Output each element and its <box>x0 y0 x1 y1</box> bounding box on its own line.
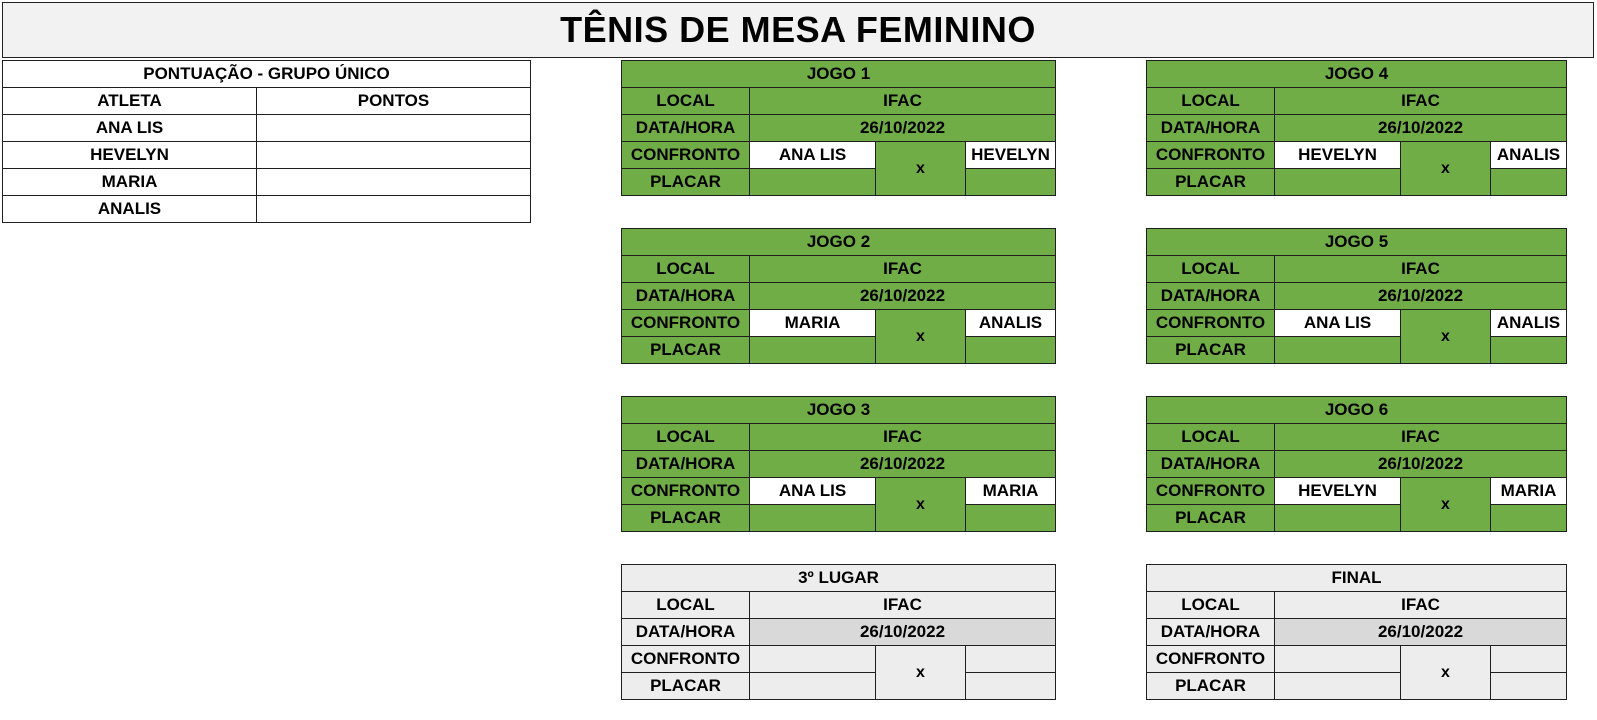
score-label: PLACAR <box>622 337 750 364</box>
score-a-cell[interactable] <box>750 169 876 196</box>
versus-mark: x <box>1401 646 1491 700</box>
player-a: ANA LIS <box>750 478 876 505</box>
datetime-value: 26/10/2022 <box>1275 619 1567 646</box>
score-label: PLACAR <box>1147 337 1275 364</box>
versus-mark: x <box>876 310 966 364</box>
player-a: HEVELYN <box>1275 142 1401 169</box>
game-title: 3º LUGAR <box>622 565 1056 592</box>
athlete-cell: ANA LIS <box>3 115 257 142</box>
player-b: MARIA <box>1491 478 1567 505</box>
datetime-label: DATA/HORA <box>622 115 750 142</box>
score-b-cell[interactable] <box>1491 673 1567 700</box>
score-b-cell[interactable] <box>1491 505 1567 532</box>
game-card <box>1146 564 1567 700</box>
datetime-value: 26/10/2022 <box>750 451 1056 478</box>
game-card <box>621 60 1056 196</box>
score-a-cell[interactable] <box>750 337 876 364</box>
player-b: ANALIS <box>1491 310 1567 337</box>
points-cell[interactable] <box>257 196 531 223</box>
local-label: LOCAL <box>1147 88 1275 115</box>
datetime-label: DATA/HORA <box>622 619 750 646</box>
score-label: PLACAR <box>622 673 750 700</box>
game-title: JOGO 4 <box>1147 61 1567 88</box>
score-a-cell[interactable] <box>750 505 876 532</box>
matchup-label: CONFRONTO <box>622 646 750 673</box>
local-label: LOCAL <box>1147 592 1275 619</box>
local-value: IFAC <box>750 256 1056 283</box>
matchup-label: CONFRONTO <box>1147 310 1275 337</box>
local-value: IFAC <box>1275 88 1567 115</box>
athlete-cell: ANALIS <box>3 196 257 223</box>
versus-mark: x <box>1401 142 1491 196</box>
local-label: LOCAL <box>1147 256 1275 283</box>
score-label: PLACAR <box>1147 169 1275 196</box>
points-column-header: PONTOS <box>257 88 531 115</box>
score-label: PLACAR <box>622 169 750 196</box>
local-label: LOCAL <box>622 88 750 115</box>
player-b <box>966 646 1056 673</box>
datetime-label: DATA/HORA <box>1147 451 1275 478</box>
player-a: HEVELYN <box>1275 478 1401 505</box>
score-label: PLACAR <box>1147 673 1275 700</box>
local-value: IFAC <box>1275 256 1567 283</box>
game-card <box>1146 228 1567 364</box>
datetime-value: 26/10/2022 <box>750 115 1056 142</box>
table-row <box>3 196 531 223</box>
versus-mark: x <box>1401 310 1491 364</box>
score-b-cell[interactable] <box>966 337 1056 364</box>
local-value: IFAC <box>750 424 1056 451</box>
player-a: MARIA <box>750 310 876 337</box>
game-card <box>621 564 1056 700</box>
local-label: LOCAL <box>622 256 750 283</box>
score-b-cell[interactable] <box>966 169 1056 196</box>
scoreboard-heading: PONTUAÇÃO - GRUPO ÚNICO <box>3 61 531 88</box>
datetime-value: 26/10/2022 <box>750 283 1056 310</box>
matchup-label: CONFRONTO <box>622 310 750 337</box>
score-b-cell[interactable] <box>966 673 1056 700</box>
table-row <box>3 142 531 169</box>
player-a: ANA LIS <box>1275 310 1401 337</box>
score-a-cell[interactable] <box>750 673 876 700</box>
player-b: HEVELYN <box>966 142 1056 169</box>
athlete-cell: HEVELYN <box>3 142 257 169</box>
versus-mark: x <box>876 478 966 532</box>
game-card <box>1146 60 1567 196</box>
datetime-value: 26/10/2022 <box>1275 283 1567 310</box>
local-value: IFAC <box>1275 592 1567 619</box>
datetime-label: DATA/HORA <box>1147 283 1275 310</box>
table-row <box>3 115 531 142</box>
athlete-cell: MARIA <box>3 169 257 196</box>
athlete-column-header: ATLETA <box>3 88 257 115</box>
local-label: LOCAL <box>622 424 750 451</box>
points-cell[interactable] <box>257 115 531 142</box>
game-title: JOGO 1 <box>622 61 1056 88</box>
local-value: IFAC <box>750 592 1056 619</box>
local-value: IFAC <box>1275 424 1567 451</box>
game-card <box>621 396 1056 532</box>
game-title: FINAL <box>1147 565 1567 592</box>
player-a: ANA LIS <box>750 142 876 169</box>
score-a-cell[interactable] <box>1275 505 1401 532</box>
versus-mark: x <box>876 646 966 700</box>
datetime-value: 26/10/2022 <box>1275 451 1567 478</box>
player-a <box>750 646 876 673</box>
matchup-label: CONFRONTO <box>622 478 750 505</box>
score-a-cell[interactable] <box>1275 673 1401 700</box>
player-b <box>1491 646 1567 673</box>
player-b: ANALIS <box>966 310 1056 337</box>
game-title: JOGO 5 <box>1147 229 1567 256</box>
datetime-label: DATA/HORA <box>622 283 750 310</box>
matchup-label: CONFRONTO <box>1147 646 1275 673</box>
game-title: JOGO 2 <box>622 229 1056 256</box>
local-label: LOCAL <box>622 592 750 619</box>
score-b-cell[interactable] <box>1491 169 1567 196</box>
game-title: JOGO 3 <box>622 397 1056 424</box>
score-a-cell[interactable] <box>1275 337 1401 364</box>
game-card <box>1146 396 1567 532</box>
points-cell[interactable] <box>257 142 531 169</box>
points-cell[interactable] <box>257 169 531 196</box>
datetime-label: DATA/HORA <box>1147 619 1275 646</box>
scoreboard-table <box>2 60 531 223</box>
score-label: PLACAR <box>1147 505 1275 532</box>
player-b: ANALIS <box>1491 142 1567 169</box>
score-label: PLACAR <box>622 505 750 532</box>
page-title: TÊNIS DE MESA FEMININO <box>2 2 1594 58</box>
score-b-cell[interactable] <box>966 505 1056 532</box>
score-a-cell[interactable] <box>1275 169 1401 196</box>
local-label: LOCAL <box>1147 424 1275 451</box>
datetime-label: DATA/HORA <box>1147 115 1275 142</box>
game-card <box>621 228 1056 364</box>
versus-mark: x <box>1401 478 1491 532</box>
player-b: MARIA <box>966 478 1056 505</box>
matchup-label: CONFRONTO <box>622 142 750 169</box>
datetime-value: 26/10/2022 <box>750 619 1056 646</box>
versus-mark: x <box>876 142 966 196</box>
datetime-label: DATA/HORA <box>622 451 750 478</box>
local-value: IFAC <box>750 88 1056 115</box>
datetime-value: 26/10/2022 <box>1275 115 1567 142</box>
game-title: JOGO 6 <box>1147 397 1567 424</box>
table-row <box>3 169 531 196</box>
matchup-label: CONFRONTO <box>1147 478 1275 505</box>
player-a <box>1275 646 1401 673</box>
matchup-label: CONFRONTO <box>1147 142 1275 169</box>
score-b-cell[interactable] <box>1491 337 1567 364</box>
